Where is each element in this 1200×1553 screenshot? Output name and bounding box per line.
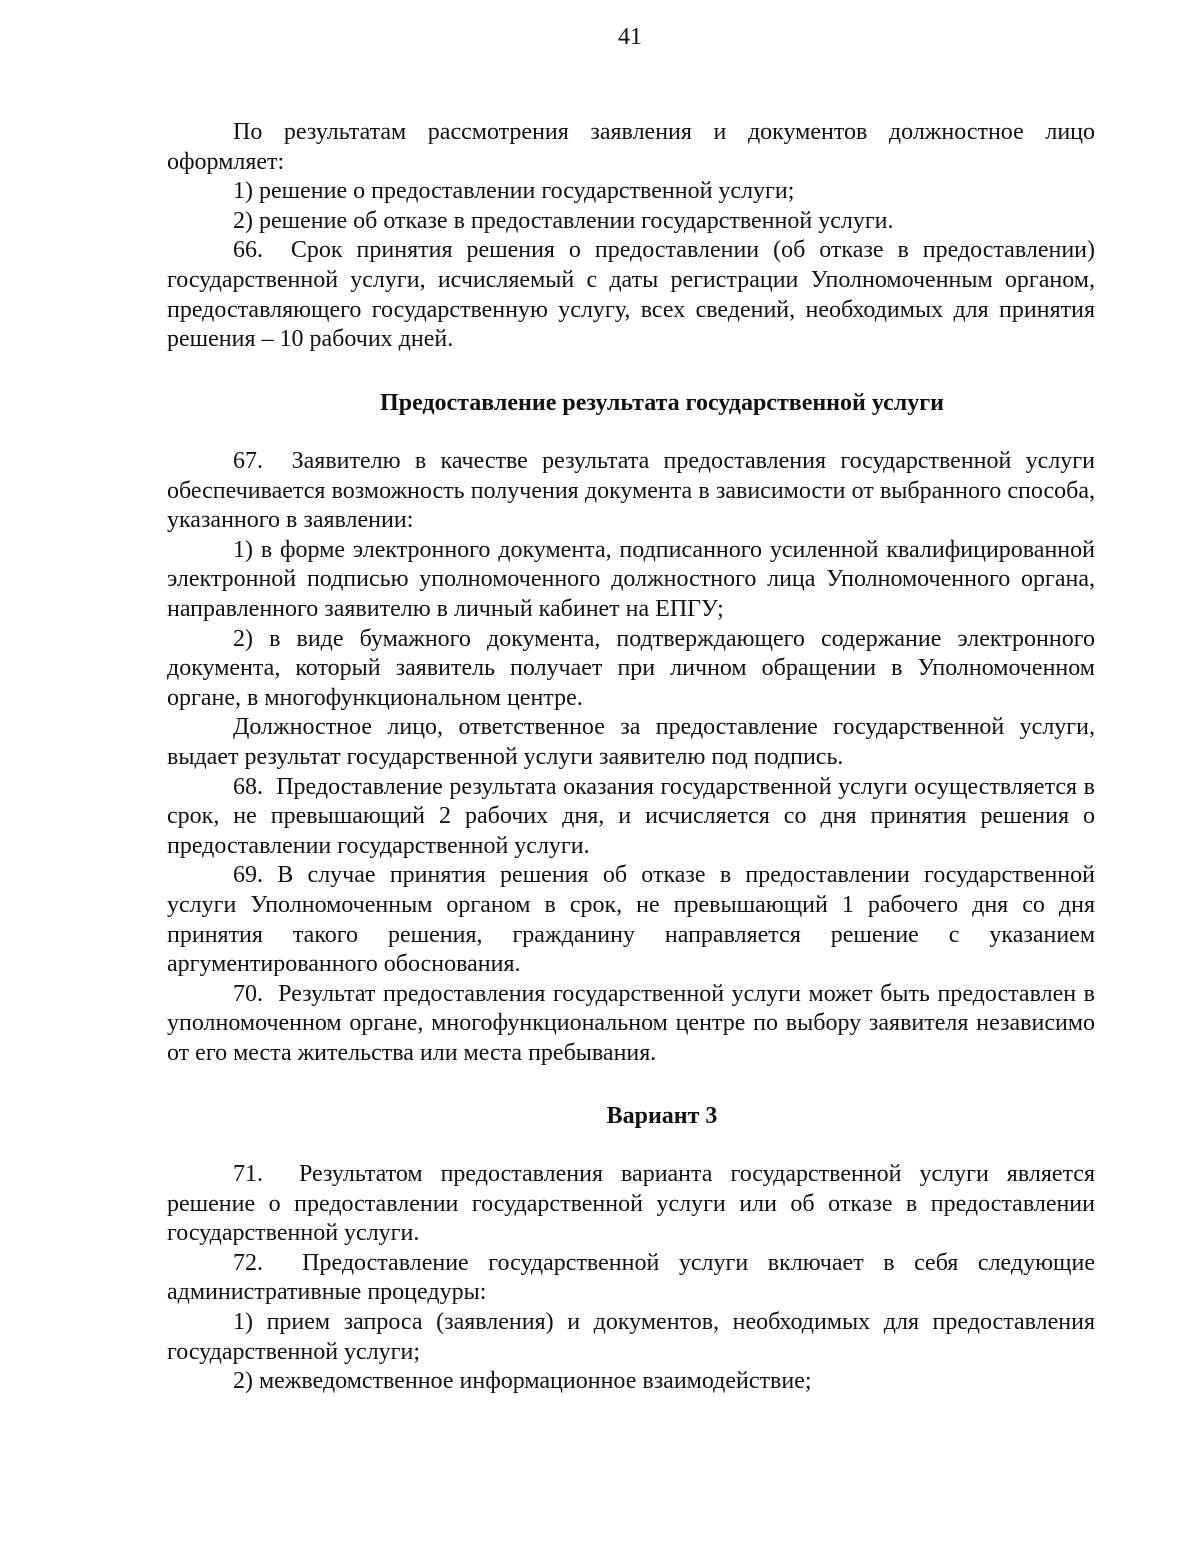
paragraph-66: 66. Срок принятия решения о предоставлении (об отказе в предоставлении) государственной услуги, исчисляемый с даты регистрации Уполномоченным органом, предоставляющего государственную услугу, всех сведений, необходимых для принятия решения – 10 рабочих дней. bbox=[167, 237, 1095, 353]
paragraph-72: 72. Предоставление государственной услуги включает в себя следующие административные процедуры: bbox=[167, 1249, 1095, 1306]
section-results-review bbox=[167, 118, 1095, 355]
paragraph: По результатам рассмотрения заявления и документов должностное лицо оформляет: bbox=[167, 119, 1095, 175]
paragraph-69: 69. В случае принятия решения об отказе в предоставлении государственной услуги Уполномоченным органом в срок, не превышающий 1 рабочего дня со дня принятия такого решения, гражданину направляется решение с указанием аргументированного обоснования. bbox=[167, 862, 1095, 978]
paragraph-68: 68. Предоставление результата оказания государственной услуги осуществляется в срок, не превышающий 2 рабочих дня, и исчисляется со дня принятия решения о предоставлении государственной услуги. bbox=[167, 773, 1095, 859]
list-item: 2) в виде бумажного документа, подтверждающего содержание электронного документа, который заявитель получает при личном обращении в Уполномоченном органе, в многофункциональном центре. bbox=[167, 625, 1095, 711]
heading-text: Вариант 3 bbox=[606, 1103, 718, 1129]
paragraph-70: 70. Результат предоставления государственной услуги может быть предоставлен в уполномоченном органе, многофункциональном центре по выбору заявителя независимо от его места жительства или места пребывания. bbox=[167, 980, 1095, 1066]
list-item: 1) в форме электронного документа, подписанного усиленной квалифицированной электронной подписью уполномоченного должностного лица Уполномоченного органа, направленного заявителю в личный кабинет на ЕПГУ; bbox=[167, 536, 1095, 622]
section-heading-result-provision bbox=[167, 389, 1157, 419]
paragraph: Должностное лицо, ответственное за предоставление государственной услуги, выдает результат государственной услуги заявителю под подпись. bbox=[167, 714, 1095, 770]
section-variant-3 bbox=[167, 1160, 1095, 1397]
list-item: 1) прием запроса (заявления) и документов, необходимых для предоставления государственной услуги; bbox=[167, 1308, 1095, 1365]
list-item: 2) решение об отказе в предоставлении государственной услуги. bbox=[233, 207, 894, 234]
paragraph-67: 67. Заявителю в качестве результата предоставления государственной услуги обеспечивается возможность получения документа в зависимости от выбранного способа, указанного в заявлении: bbox=[167, 448, 1095, 534]
section-heading-variant-3 bbox=[167, 1102, 1157, 1132]
heading-text: Предоставление результата государственной услуги bbox=[380, 390, 944, 416]
page-number: 41 bbox=[618, 24, 642, 50]
section-result-provision bbox=[167, 447, 1095, 1068]
paragraph-71: 71. Результатом предоставления варианта государственной услуги является решение о предоставлении государственной услуги или об отказе в предоставлении государственной услуги. bbox=[167, 1161, 1095, 1247]
list-item: 2) межведомственное информационное взаимодействие; bbox=[233, 1368, 812, 1395]
list-item: 1) решение о предоставлении государственной услуги; bbox=[233, 178, 795, 205]
